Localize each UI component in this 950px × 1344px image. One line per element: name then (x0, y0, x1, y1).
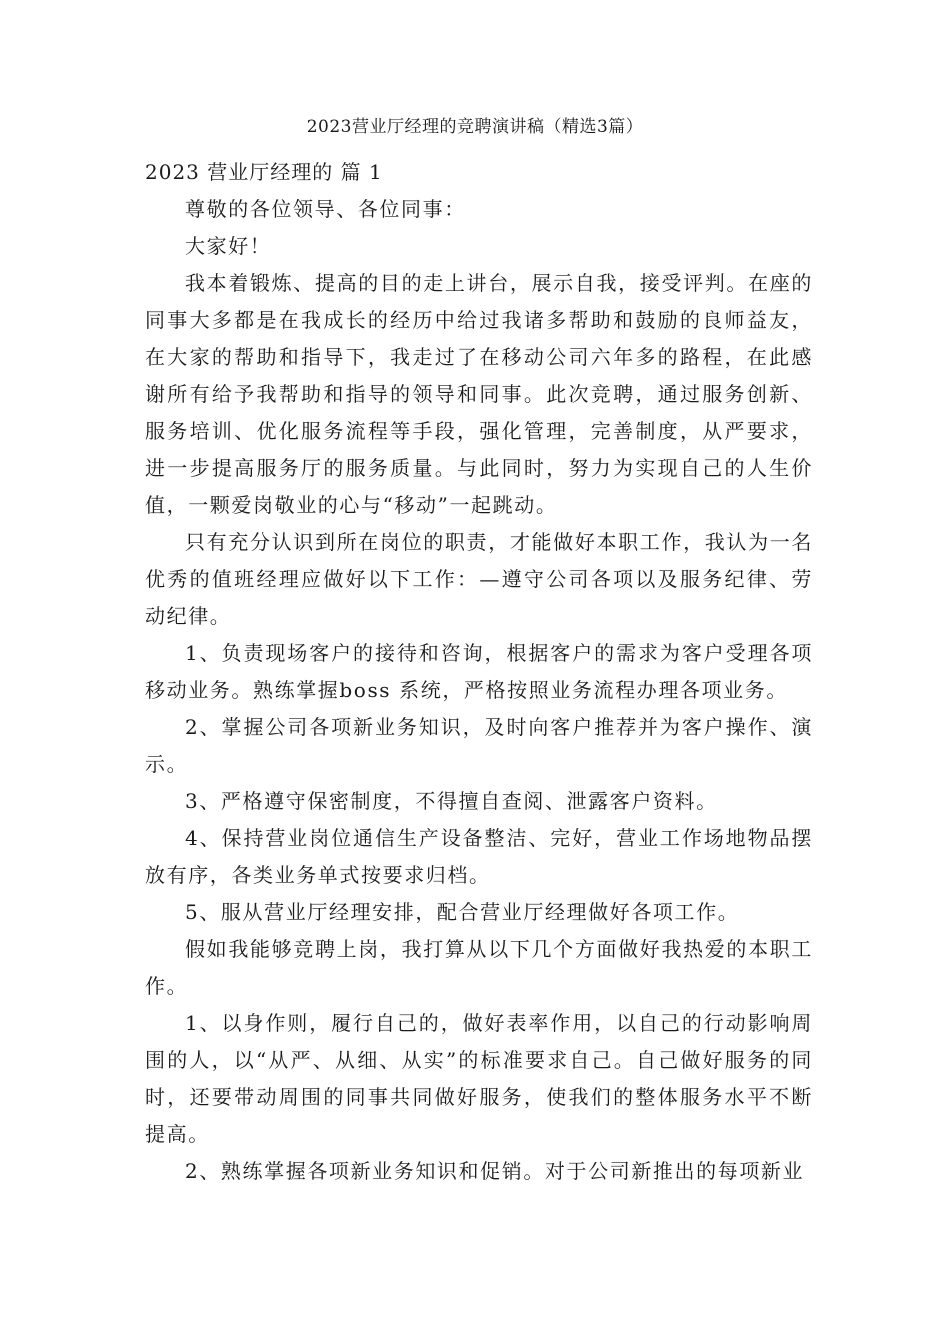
paragraph-duty-2: 2、掌握公司各项新业务知识，及时向客户推荐并为客户操作、演示。 (145, 715, 813, 776)
paragraph-salutation: 尊敬的各位领导、各位同事： (185, 197, 466, 221)
paragraph-greeting: 大家好！ (185, 234, 272, 258)
paragraph-introduction: 我本着锻炼、提高的目的走上讲台，展示自我，接受评判。在座的同事大多都是在我成长的经历中给过我诸多帮助和鼓励的良师益友，在大家的帮助和指导下，我走过了在移动公司六年多的路程，在此感谢所有给予我帮助和指导的领导和同事。此次竞聘，通过服务创新、服务培训、优化服务流程等手段，强化管理，完善制度，从严要求，进一步提高服务厅的服务质量。与此同时，努力为实现自己的人生价值，一颗爱岗敬业的心与“移动”一起跳动。 (145, 271, 813, 517)
paragraph-duty-4: 4、保持营业岗位通信生产设备整洁、完好，营业工作场地物品摆放有序，各类业务单式按要求归档。 (145, 826, 813, 887)
paragraph-duty-3: 3、严格遵守保密制度，不得擅自查阅、泄露客户资料。 (185, 789, 718, 813)
paragraph-duties-intro: 只有充分认识到所在岗位的职责，才能做好本职工作，我认为一名优秀的值班经理应做好以下工作：—遵守公司各项以及服务纪律、劳动纪律。 (145, 530, 813, 628)
paragraph-duty-1: 1、负责现场客户的接待和咨询，根据客户的需求为客户受理各项移动业务。熟练掌握boss 系统，严格按照业务流程办理各项业务。 (145, 641, 813, 702)
paragraph-plan-intro: 假如我能够竞聘上岗，我打算从以下几个方面做好我热爱的本职工作。 (145, 937, 813, 998)
document-body (145, 154, 813, 1190)
section-heading: 2023 营业厅经理的 篇 1 (145, 160, 383, 184)
paragraph-plan-1: 1、以身作则，履行自己的，做好表率作用，以自己的行动影响周围的人，以“从严、从细、从实”的标准要求自己。自己做好服务的同时，还要带动周围的同事共同做好服务，使我们的整体服务水平不断提高。 (145, 1011, 813, 1146)
paragraph-duty-5: 5、服从营业厅经理安排，配合营业厅经理做好各项工作。 (185, 900, 740, 924)
document-title: 2023营业厅经理的竞聘演讲稿（精选3篇） (306, 117, 644, 137)
paragraph-plan-2: 2、熟练掌握各项新业务知识和促销。对于公司新推出的每项新业 (185, 1159, 805, 1183)
